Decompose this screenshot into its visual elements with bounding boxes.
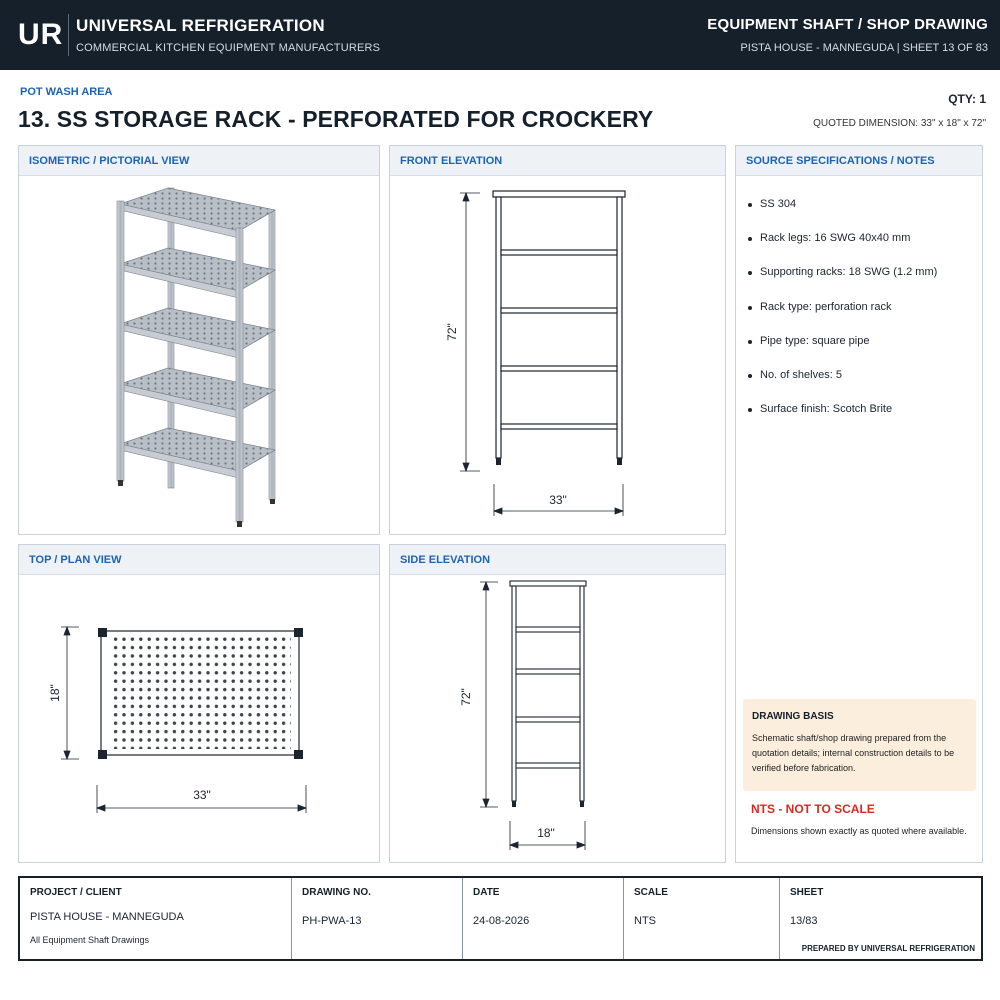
spec-list [748, 198, 937, 437]
quoted-dimension: QUOTED DIMENSION: 33" x 18" x 72" [813, 118, 986, 129]
panel-header [736, 146, 982, 176]
spec-item: Surface finish: Scotch Brite [748, 403, 937, 437]
drawing-number-value: PH-PWA-13 [302, 915, 362, 927]
project-subtitle: All Equipment Shaft Drawings [30, 935, 150, 945]
drawing-basis-title: DRAWING BASIS [752, 711, 834, 722]
spec-item: Supporting racks: 18 SWG (1.2 mm) [748, 266, 937, 300]
prepared-by: PREPARED BY UNIVERSAL REFRIGERATION [801, 944, 975, 953]
drawing-basis-box [743, 699, 976, 791]
scale-label: SCALE [634, 887, 668, 898]
front-width-dimension: 33" [549, 493, 567, 507]
sheet-cell [780, 878, 981, 959]
sheet-title: 13. SS STORAGE RACK - PERFORATED FOR CROCKERY [18, 106, 654, 132]
nts-warning: NTS - NOT TO SCALE [751, 802, 875, 816]
nts-note: Dimensions shown exactly as quoted where available. [751, 826, 967, 836]
area-label: POT WASH AREA [20, 86, 113, 98]
company-logo: UR [18, 18, 64, 51]
spec-item: SS 304 [748, 198, 937, 232]
header-bar [0, 0, 1000, 70]
iso-shelf [120, 368, 275, 418]
iso-shelf [120, 428, 275, 478]
document-type: EQUIPMENT SHAFT / SHOP DRAWING [707, 16, 988, 33]
isometric-panel [18, 145, 380, 535]
plan-width-dimension: 33" [193, 788, 211, 802]
plan-view-drawing [19, 545, 381, 864]
isometric-title: ISOMETRIC / PICTORIAL VIEW [29, 155, 190, 167]
project-cell [20, 878, 292, 959]
spec-item: No. of shelves: 5 [748, 369, 937, 403]
plan-depth-dimension: 18" [48, 684, 62, 702]
spec-item: Pipe type: square pipe [748, 335, 937, 369]
iso-shelf [120, 188, 275, 238]
side-height-dimension: 72" [459, 688, 473, 706]
logo-divider [68, 14, 69, 56]
quantity-label: QTY: 1 [948, 92, 986, 106]
title-block [18, 876, 983, 961]
sheet-value: 13/83 [790, 915, 818, 927]
iso-shelf [120, 248, 275, 298]
date-label: DATE [473, 887, 500, 898]
front-elevation-title: FRONT ELEVATION [400, 155, 503, 167]
date-cell [463, 878, 624, 959]
plan-view-title: TOP / PLAN VIEW [29, 554, 122, 566]
plan-view-panel [18, 544, 380, 863]
company-name: UNIVERSAL REFRIGERATION [76, 16, 326, 35]
drawing-basis-text: Schematic shaft/shop drawing prepared from the quotation details; internal construction details to be verified before fabrication. [752, 733, 955, 773]
specifications-title: SOURCE SPECIFICATIONS / NOTES [746, 155, 935, 167]
sheet-label: SHEET [790, 887, 824, 898]
side-depth-dimension: 18" [537, 826, 555, 840]
front-elevation-panel [389, 145, 726, 535]
isometric-rack-illustration [19, 146, 381, 536]
side-elevation-drawing [390, 545, 727, 864]
date-value: 24-08-2026 [473, 915, 530, 927]
iso-shelf [120, 308, 275, 358]
front-height-dimension: 72" [445, 323, 459, 341]
company-tagline: COMMERCIAL KITCHEN EQUIPMENT MANUFACTURERS [76, 42, 381, 54]
specifications-panel [735, 145, 983, 863]
document-subtitle: PISTA HOUSE - MANNEGUDA | SHEET 13 OF 83 [740, 42, 988, 54]
front-elevation-drawing [390, 146, 727, 536]
project-value: PISTA HOUSE - MANNEGUDA [30, 911, 184, 923]
side-elevation-title: SIDE ELEVATION [400, 554, 491, 566]
spec-item: Rack legs: 16 SWG 40x40 mm [748, 232, 937, 266]
drawing-number-label: DRAWING NO. [302, 887, 371, 898]
scale-cell [624, 878, 780, 959]
project-label: PROJECT / CLIENT [30, 887, 122, 898]
spec-item: Rack type: perforation rack [748, 301, 937, 335]
drawing-number-cell [292, 878, 463, 959]
side-elevation-panel [389, 544, 726, 863]
scale-value: NTS [634, 915, 656, 927]
